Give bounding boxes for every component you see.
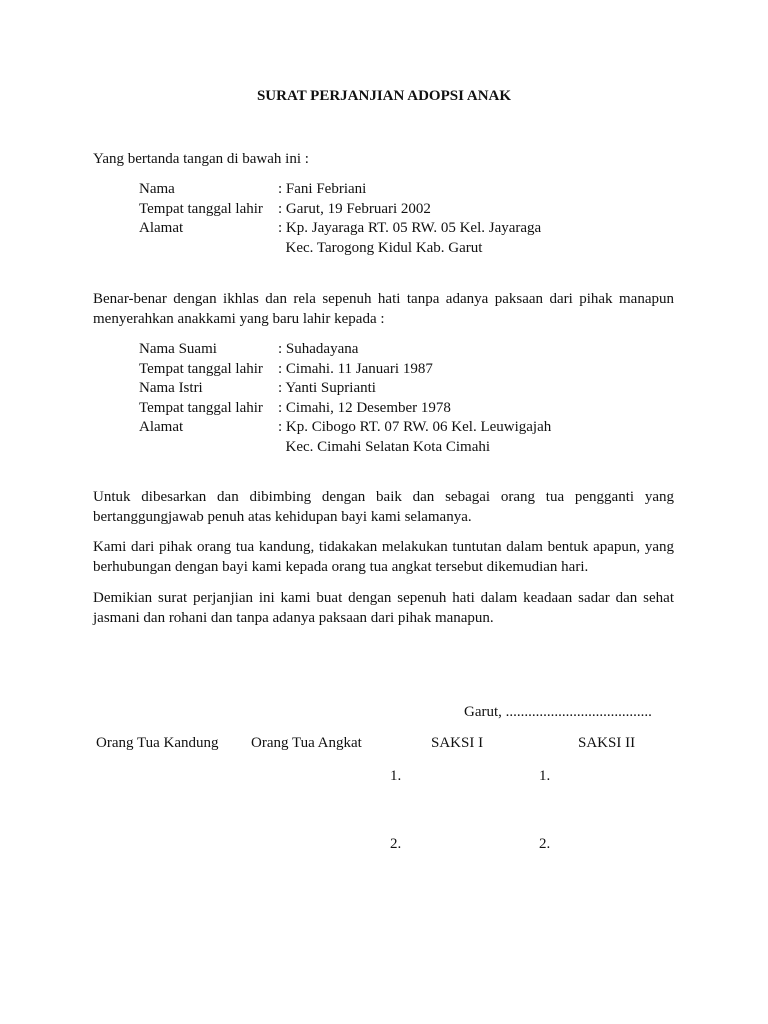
signature-witness-2: SAKSI II — [578, 735, 636, 751]
field-label: Tempat tanggal lahir — [139, 200, 263, 217]
purpose-paragraph: Untuk dibesarkan dan dibimbing dengan baik dan sebagai orang tua pengganti yang bertanggungjawab penuh atas kehidupan bayi kami selamanya. — [93, 489, 674, 525]
field-value: : Fani Febriani — [278, 181, 367, 197]
handover-paragraph: Benar-benar dengan ikhlas dan rela sepenuh hati tanpa adanya paksaan dari pihak manapun menyerahkan anakkami yang baru lahir kepada : — [93, 291, 674, 327]
field-label: Tempat tanggal lahir — [139, 360, 263, 377]
closing-paragraph: Demikian surat perjanjian ini kami buat dengan sepenuh hati dalam keadaan sadar dan sehat jasmani dan rohani dan tanpa adanya paksaan dari pihak manapun. — [93, 590, 674, 626]
signature-witness-1: SAKSI I — [431, 735, 484, 751]
field-value: Kec. Cimahi Selatan Kota Cimahi — [278, 438, 491, 455]
field-value: : Kp. Cibogo RT. 07 RW. 06 Kel. Leuwigajah — [278, 419, 552, 435]
field-value: : Suhadayana — [278, 341, 359, 357]
field-label: Nama Suami — [139, 341, 217, 357]
field-value: : Kp. Jayaraga RT. 05 RW. 05 Kel. Jayaraga — [278, 220, 542, 236]
document-title: SURAT PERJANJIAN ADOPSI ANAK — [256, 88, 512, 104]
witness2-number-1: 1. — [539, 768, 551, 784]
place-date-line: Garut, ....................................... — [464, 704, 652, 720]
field-value: : Cimahi. 11 Januari 1987 — [278, 360, 433, 377]
no-claim-paragraph: Kami dari pihak orang tua kandung, tidakakan melakukan tuntutan dalam bentuk apapun, yang berhubungan dengan bayi kami kepada orang tua angkat tersebut dikemudian hari. — [93, 539, 674, 575]
witness1-number-1: 1. — [390, 768, 402, 784]
field-value: : Cimahi, 12 Desember 1978 — [278, 399, 451, 416]
field-label: Nama — [139, 181, 175, 197]
signature-adoptive-parents: Orang Tua Angkat — [251, 735, 362, 751]
field-value: : Yanti Suprianti — [278, 380, 376, 396]
field-label: Alamat — [139, 419, 184, 435]
signature-birth-parents: Orang Tua Kandung — [96, 735, 219, 751]
field-value: Kec. Tarogong Kidul Kab. Garut — [278, 239, 483, 256]
field-label: Tempat tanggal lahir — [139, 399, 263, 416]
field-label: Nama Istri — [139, 380, 203, 396]
field-value: : Garut, 19 Februari 2002 — [278, 200, 431, 217]
witness2-number-2: 2. — [539, 836, 551, 852]
intro-text: Yang bertanda tangan di bawah ini : — [93, 151, 309, 167]
witness1-number-2: 2. — [390, 836, 402, 852]
field-label: Alamat — [139, 220, 184, 236]
